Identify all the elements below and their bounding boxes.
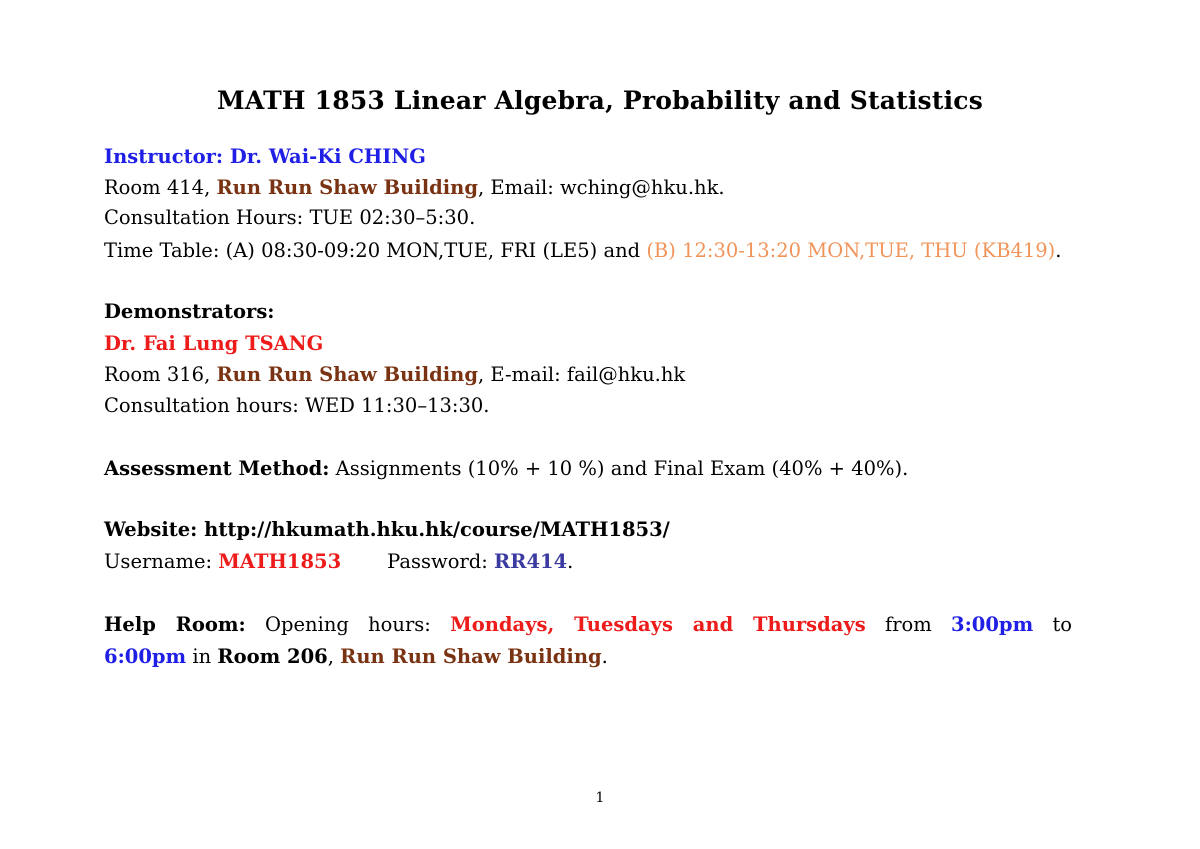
instructor-heading: Instructor: Dr. Wai-Ki CHING bbox=[104, 145, 426, 168]
help-room-opening: Opening hours: bbox=[265, 613, 431, 636]
demonstrator-room-prefix: Room 316, bbox=[104, 363, 217, 386]
help-room-to: to bbox=[1052, 613, 1073, 636]
instructor-consultation: Consultation Hours: TUE 02:30–5:30. bbox=[104, 206, 476, 229]
instructor-room-line bbox=[104, 173, 725, 203]
assessment-text: Assignments (10% + 10 %) and Final Exam (40% + 40%). bbox=[329, 457, 909, 480]
timetable-line bbox=[104, 236, 1061, 266]
instructor-email: , Email: wching@hku.hk. bbox=[477, 176, 725, 199]
page-title: MATH 1853 Linear Algebra, Probability and Statistics bbox=[217, 86, 983, 115]
help-room-from: from bbox=[885, 613, 932, 636]
page-number: 1 bbox=[595, 790, 605, 806]
help-room-end: 6:00pm bbox=[104, 645, 187, 668]
password-end: . bbox=[567, 550, 574, 573]
credentials-line bbox=[104, 547, 573, 577]
help-room-building: Run Run Shaw Building bbox=[340, 645, 602, 668]
demonstrator-name: Dr. Fai Lung TSANG bbox=[104, 332, 324, 355]
demonstrators-heading: Demonstrators: bbox=[104, 300, 275, 323]
help-room-room: Room 206 bbox=[217, 645, 328, 668]
username-value: MATH1853 bbox=[218, 550, 342, 573]
password-label: Password: bbox=[387, 550, 495, 573]
password-value: RR414 bbox=[494, 550, 568, 573]
assessment-label: Assessment Method: bbox=[104, 457, 330, 480]
timetable-b: (B) 12:30-13:20 MON,TUE, THU (KB419) bbox=[646, 239, 1056, 262]
timetable-end: . bbox=[1055, 239, 1062, 262]
demonstrator-consultation: Consultation hours: WED 11:30–13:30. bbox=[104, 394, 490, 417]
timetable-a: Time Table: (A) 08:30-09:20 MON,TUE, FRI (LE5) and bbox=[104, 239, 647, 262]
website-link[interactable]: Website: http://hkumath.hku.hk/course/MATH1853/ bbox=[104, 518, 670, 541]
demonstrator-building: Run Run Shaw Building bbox=[216, 363, 478, 386]
help-room-comma: , bbox=[327, 645, 341, 668]
assessment-line bbox=[104, 454, 908, 484]
help-room-line-2 bbox=[104, 642, 608, 672]
help-room-days: Mondays, Tuesdays and Thursdays bbox=[450, 613, 866, 636]
demonstrator-email: , E-mail: fail@hku.hk bbox=[477, 363, 686, 386]
help-room-start: 3:00pm bbox=[951, 613, 1034, 636]
instructor-room-prefix: Room 414, bbox=[104, 176, 217, 199]
demonstrator-room-line bbox=[104, 360, 685, 390]
help-room-line-1 bbox=[104, 610, 1072, 640]
help-room-in: in bbox=[186, 645, 218, 668]
instructor-building: Run Run Shaw Building bbox=[216, 176, 478, 199]
username-label: Username: bbox=[104, 550, 219, 573]
help-room-label: Help Room: bbox=[104, 613, 246, 636]
help-room-period: . bbox=[601, 645, 608, 668]
